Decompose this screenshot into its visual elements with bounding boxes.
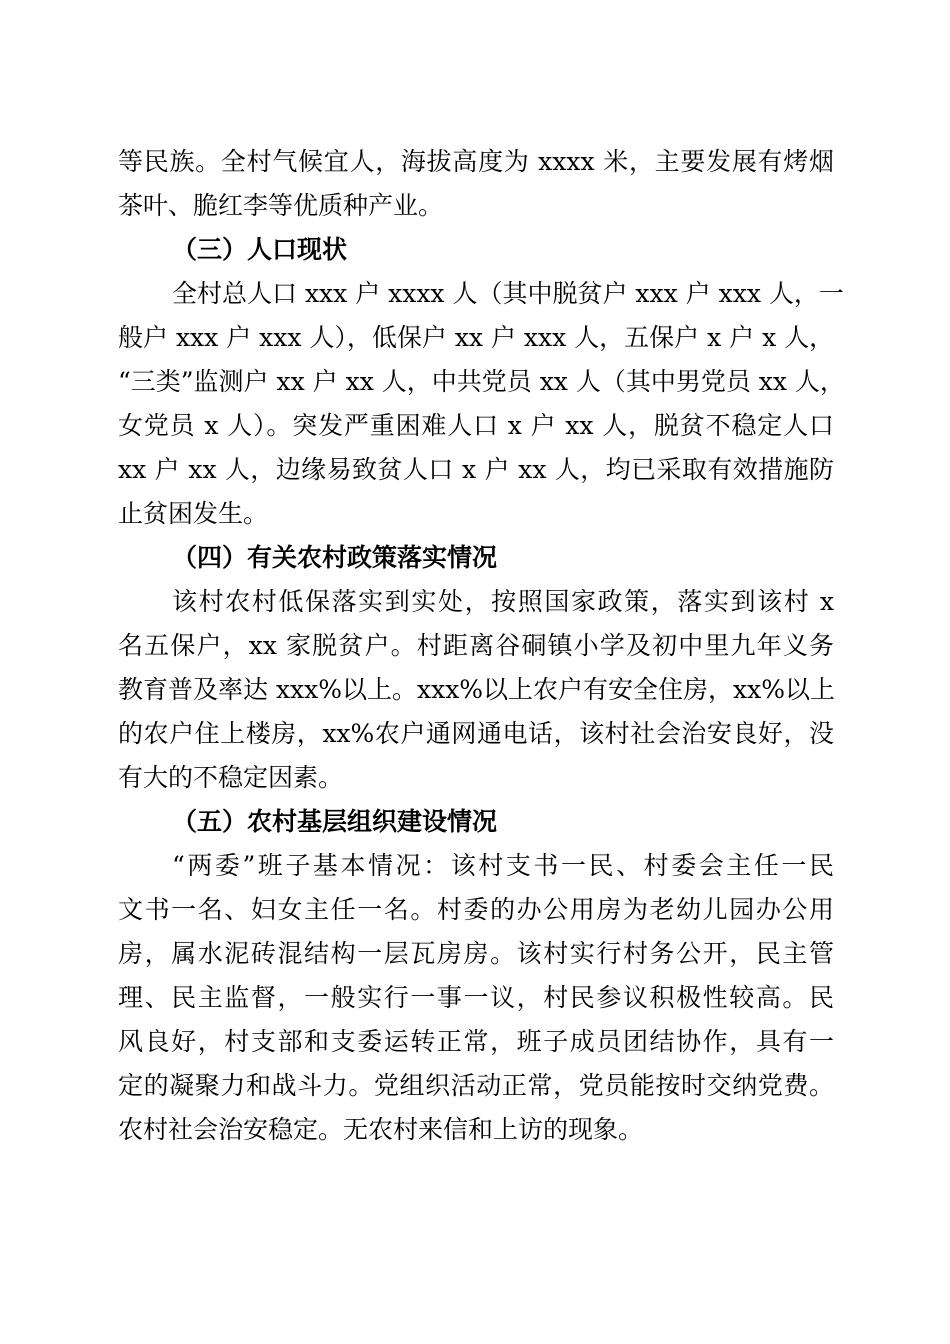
- section-heading: （四）有关农村政策落实情况: [172, 543, 498, 572]
- text-line: 茶叶、脆红李等优质种产业。: [118, 191, 444, 220]
- text-line: “三类”监测户 xx 户 xx 人，中共党员 xx 人（其中男党员 xx 人，: [118, 367, 845, 396]
- text-line: 名五保户，xx 家脱贫户。村距离谷硐镇小学及初中里九年义务: [118, 631, 834, 660]
- paragraph: [118, 580, 834, 800]
- text-line: 的农户住上楼房，xx%农户通网通电话，该村社会治安良好，没: [118, 719, 834, 748]
- paragraph: [118, 272, 845, 536]
- text-line: 般户 xxx 户 xxx 人），低保户 xx 户 xxx 人，五保户 x 户 x 人，: [118, 323, 835, 352]
- text-line: 止贫困发生。: [118, 499, 269, 528]
- text-line: 房，属水泥砖混结构一层瓦房房。该村实行村务公开，民主管: [118, 939, 834, 968]
- text-line: 等民族。全村气候宜人，海拔高度为 xxxx 米，主要发展有烤烟: [118, 147, 834, 176]
- paragraph: [118, 140, 834, 228]
- text-line: 风良好，村支部和支委运转正常，班子成员团结协作，具有一: [118, 1027, 834, 1056]
- text-line: 有大的不稳定因素。: [118, 763, 344, 792]
- text-line: 定的凝聚力和战斗力。党组织活动正常，党员能按时交纳党费。: [118, 1071, 834, 1100]
- text-line: xx 户 xx 人，边缘易致贫人口 x 户 xx 人，均已采取有效措施防: [118, 455, 834, 484]
- text-line: 全村总人口 xxx 户 xxxx 人（其中脱贫户 xxx 户 xxx 人，一: [172, 279, 844, 308]
- text-line: 女党员 x 人）。突发严重困难人口 x 户 xx 人，脱贫不稳定人口: [118, 411, 834, 440]
- section-heading: （五）农村基层组织建设情况: [172, 807, 498, 836]
- text-line: 理、民主监督，一般实行一事一议，村民参议积极性较高。民: [118, 983, 834, 1012]
- text-line: “两委”班子基本情况：该村支书一民、村委会主任一民: [172, 851, 834, 880]
- section-heading: （三）人口现状: [172, 235, 348, 264]
- text-line: 农村社会治安稳定。无农村来信和上访的现象。: [118, 1115, 644, 1144]
- text-line: 教育普及率达 xxx%以上。xxx%以上农户有安全住房，xx%以上: [118, 675, 836, 704]
- text-line: 该村农村低保落实到实处，按照国家政策，落实到该村 x: [172, 587, 834, 616]
- text-line: 文书一名、妇女主任一名。村委的办公用房为老幼儿园办公用: [118, 895, 834, 924]
- paragraph: [118, 844, 834, 1152]
- document-body: [118, 140, 845, 1152]
